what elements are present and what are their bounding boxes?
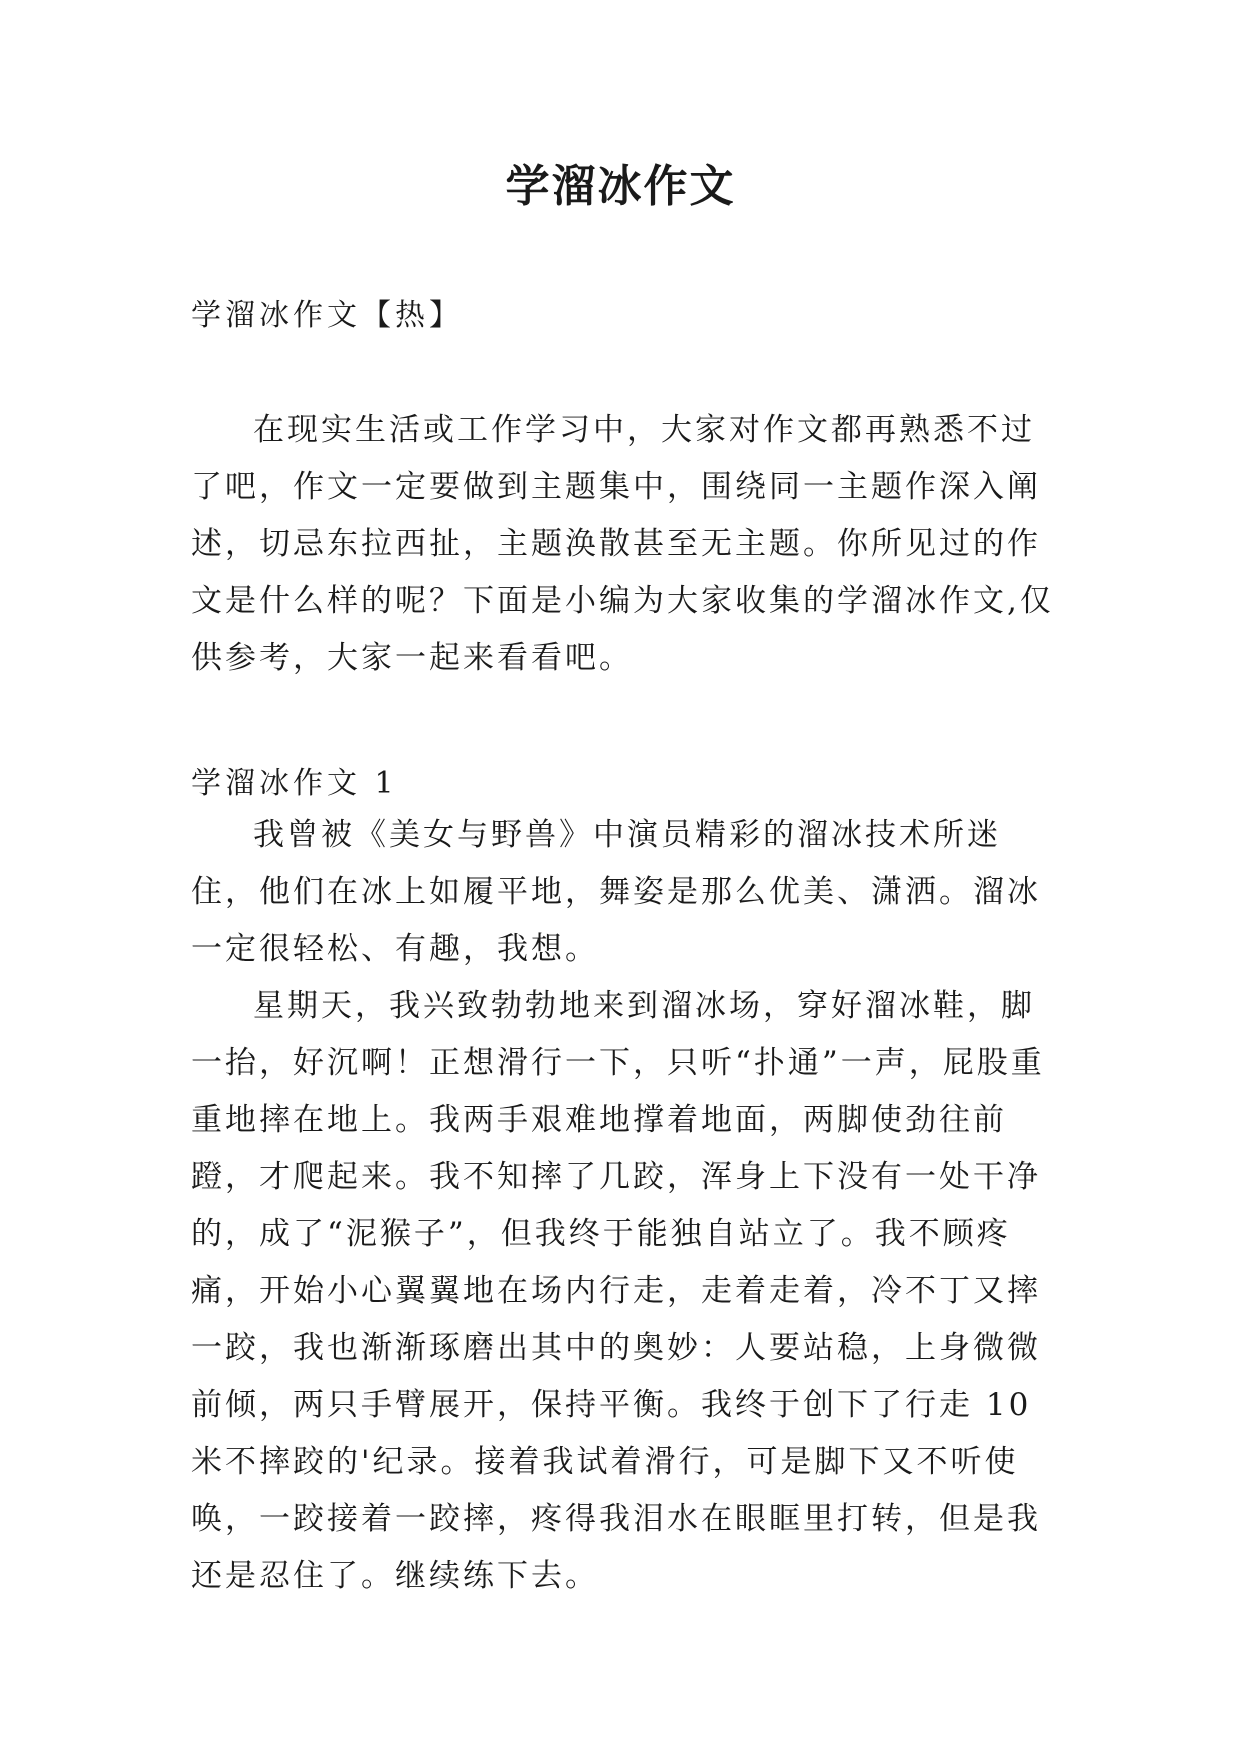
essay-paragraph-1: 我曾被《美女与野兽》中演员精彩的溜冰技术所迷住，他们在冰上如履平地，舞姿是那么优美、潇洒。溜冰一定很轻松、有趣，我想。 (191, 817, 1041, 967)
intro-block (191, 402, 1061, 687)
document-title: 学溜冰作文 (505, 161, 736, 212)
essay-paragraph-2: 星期天，我兴致勃勃地来到溜冰场，穿好溜冰鞋，脚一抬，好沉啊！正想滑行一下，只听“扑通”一声，屁股重重地摔在地上。我两手艰难地撑着地面，两脚使劲往前蹬，才爬起来。我不知摔了几跤，浑身上下没有一处干净的，成了“泥猴子”，但我终于能独自站立了。我不顾疼痛，开始小心翼翼地在场内行走，走着走着，冷不丁又摔一跤，我也渐渐琢磨出其中的奥妙：人要站稳，上身微微前倾，两只手臂展开，保持平衡。我终于创下了行走 10 米不摔跤的'纪录。接着我试着滑行，可是脚下又不听使唤，一跤接着一跤摔，疼得我泪水在眼眶里打转，但是我还是忍住了。继续练下去。 (191, 988, 1045, 1594)
document-subtitle: 学溜冰作文【热】 (191, 298, 463, 333)
intro-paragraph: 在现实生活或工作学习中，大家对作文都再熟悉不过了吧，作文一定要做到主题集中，围绕同一主题作深入阐述，切忌东拉西扯，主题涣散甚至无主题。你所见过的作文是什么样的呢？下面是小编为大家收集的学溜冰作文,仅供参考，大家一起来看看吧。 (191, 412, 1054, 676)
essay-body (191, 807, 1061, 1605)
section-heading: 学溜冰作文 1 (191, 766, 398, 801)
